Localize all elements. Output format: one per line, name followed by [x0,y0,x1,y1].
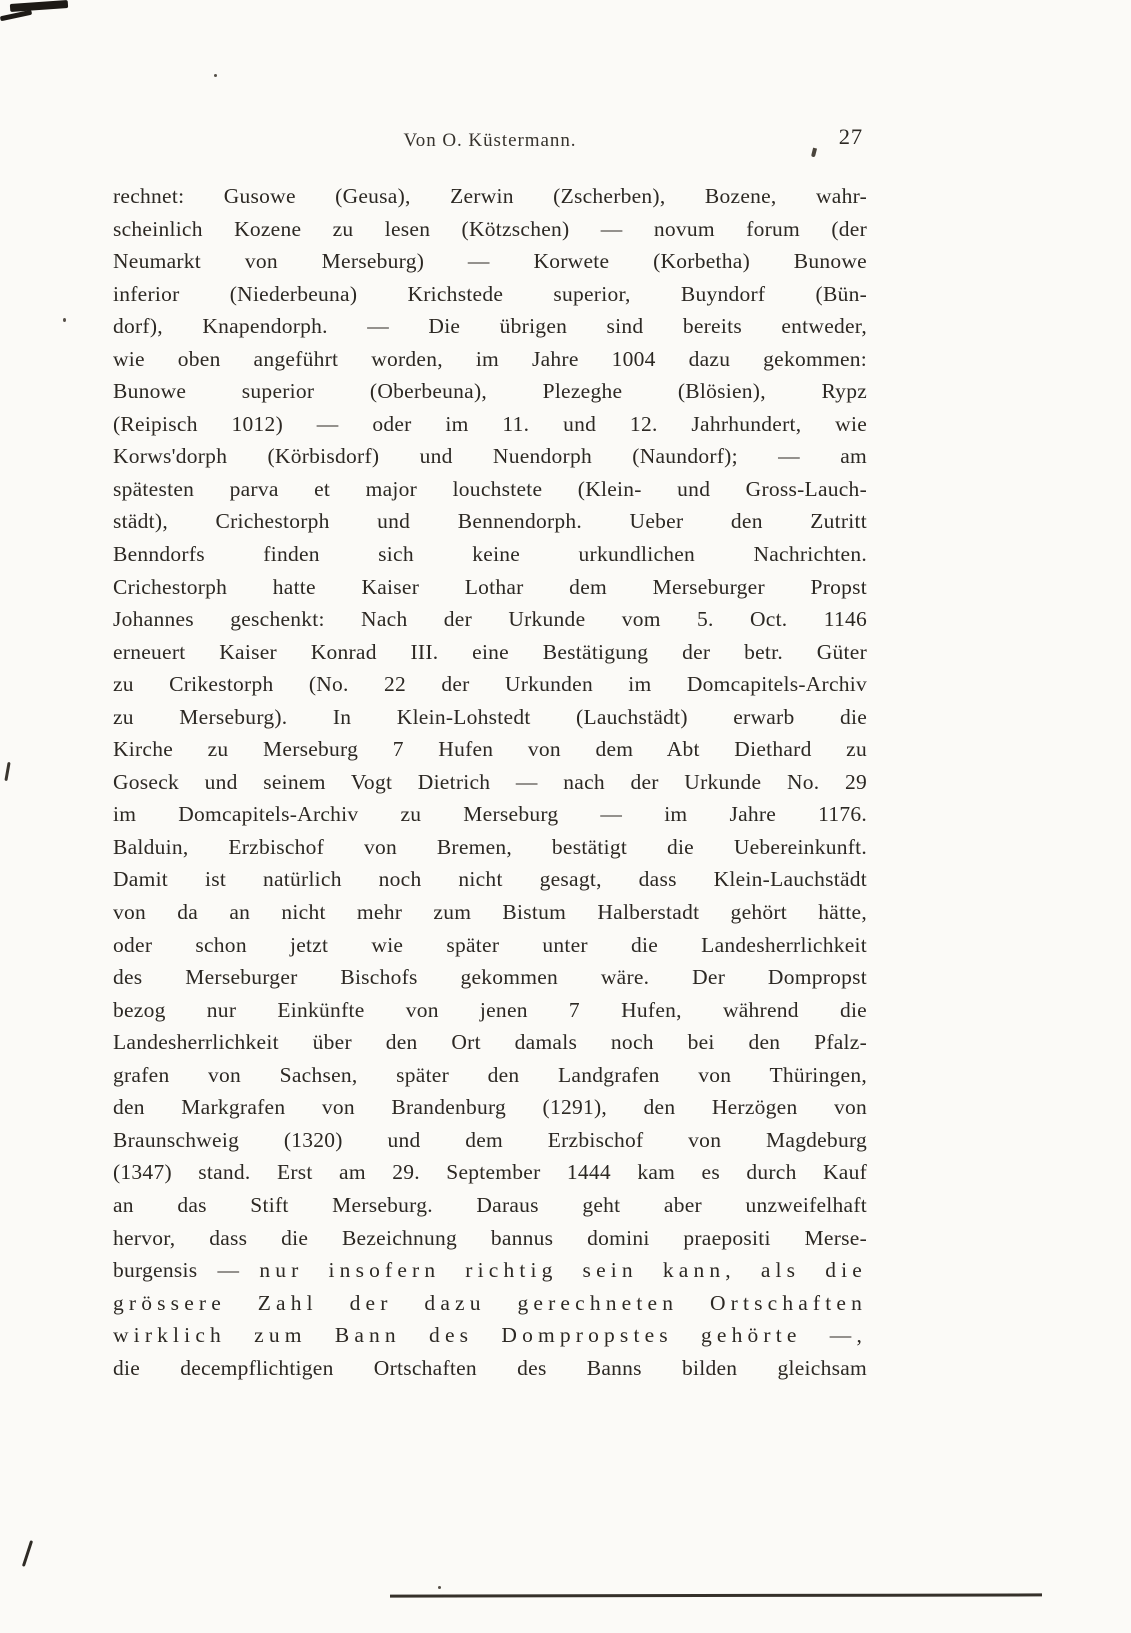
text-line [113,473,867,506]
text-run: den Markgrafen von Brandenburg (1291), den Herzögen von [113,1095,867,1120]
page-header [113,124,867,162]
text-run: (1347) stand. Erst am 29. September 1444 kam es durch Kauf [113,1160,867,1185]
text-run: Benndorfs finden sich keine urkundlichen Nachrichten. [113,542,867,567]
text-run: hervor, dass die Bezeichnung bannus domini praepositi Merse- [113,1225,867,1250]
text-line [113,1222,867,1255]
text-run: Bunowe superior (Oberbeuna), Plezeghe (Blösien), Rypz [113,379,867,404]
scan-artifact [10,0,68,12]
text-line [113,798,867,831]
text-run: inferior (Niederbeuna) Krichstede superior, Buyndorf (Bün- [113,281,867,306]
text-line [113,733,867,766]
scan-artifact [63,318,66,322]
text-line [113,1156,867,1189]
text-line [113,538,867,571]
running-title: Von O. Küstermann. [403,130,577,151]
text-line [113,180,867,213]
text-run: burgensis — [113,1258,260,1283]
text-run: Johannes geschenkt: Nach der Urkunde vom 5. Oct. 1146 [113,607,867,632]
body-text [113,180,867,1384]
page-number: 27 [838,124,863,149]
emphasized-text-run: grössere Zahl der dazu gerechneten Ortschaften [113,1290,867,1315]
text-run: zu Merseburg). In Klein-Lohstedt (Lauchstädt) erwarb die [113,704,867,729]
text-run: Neumarkt von Merseburg) — Korwete (Korbetha) Bunowe [113,249,867,274]
text-line [113,603,867,636]
text-line [113,831,867,864]
text-line [113,505,867,538]
text-line [113,213,867,246]
text-run: wie oben angeführt worden, im Jahre 1004 dazu gekommen: [113,346,867,371]
emphasized-text-run: nur insofern richtig sein kann, als die [259,1258,867,1283]
text-line [113,863,867,896]
text-run: erneuert Kaiser Konrad III. eine Bestätigung der betr. Güter [113,639,867,664]
text-line [113,245,867,278]
text-run: Balduin, Erzbischof von Bremen, bestätigt die Uebereinkunft. [113,834,867,859]
text-line [113,1091,867,1124]
scan-artifact [4,762,10,781]
text-run: bezog nur Einkünfte von jenen 7 Hufen, während die [113,997,867,1022]
text-run: zu Crikestorph (No. 22 der Urkunden im Domcapitels-Archiv [113,672,867,697]
text-line [113,668,867,701]
text-run: Crichestorph hatte Kaiser Lothar dem Merseburger Propst [113,574,867,599]
text-run: Landesherrlichkeit über den Ort damals noch bei den Pfalz- [113,1030,867,1055]
scan-artifact [390,1593,1042,1597]
text-line [113,1319,867,1352]
text-line [113,994,867,1027]
text-run: (Reipisch 1012) — oder im 11. und 12. Jahrhundert, wie [113,411,867,436]
text-line [113,1059,867,1092]
text-line [113,961,867,994]
text-run: an das Stift Merseburg. Daraus geht aber unzweifelhaft [113,1192,867,1217]
text-run: Kirche zu Merseburg 7 Hufen von dem Abt Diethard zu [113,737,867,762]
text-run: scheinlich Kozene zu lesen (Kötzschen) — novum forum (der [113,216,867,241]
text-line [113,1026,867,1059]
text-line [113,375,867,408]
scan-artifact [438,1586,441,1589]
text-line [113,278,867,311]
text-line [113,896,867,929]
scan-artifact [22,1540,33,1567]
text-line [113,1352,867,1385]
text-line [113,408,867,441]
emphasized-text-run: wirklich zum Bann des Dompropstes gehörte —, [113,1323,867,1348]
text-run: Goseck und seinem Vogt Dietrich — nach der Urkunde No. 29 [113,769,867,794]
text-line [113,440,867,473]
text-run: von da an nicht mehr zum Bistum Halberstadt gehört hätte, [113,900,867,925]
scan-artifact [214,74,217,77]
text-line [113,701,867,734]
text-run: die decempflichtigen Ortschaften des Banns bilden gleichsam [113,1355,867,1380]
text-run: dorf), Knapendorph. — Die übrigen sind bereits entweder, [113,314,867,339]
text-run: des Merseburger Bischofs gekommen wäre. Der Dompropst [113,965,867,990]
text-line [113,929,867,962]
text-run: städt), Crichestorph und Bennendorph. Ueber den Zutritt [113,509,867,534]
text-run: Korws'dorph (Körbisdorf) und Nuendorph (Naundorf); — am [113,444,867,469]
text-run: spätesten parva et major louchstete (Klein- und Gross-Lauch- [113,476,867,501]
text-line [113,766,867,799]
text-line [113,343,867,376]
text-run: Braunschweig (1320) und dem Erzbischof von Magdeburg [113,1127,867,1152]
text-line [113,636,867,669]
text-line [113,571,867,604]
text-line [113,1189,867,1222]
text-line [113,1254,867,1287]
text-run: Damit ist natürlich noch nicht gesagt, dass Klein-Lauchstädt [113,867,867,892]
text-run: oder schon jetzt wie später unter die Landesherrlichkeit [113,932,867,957]
text-line [113,1124,867,1157]
text-run: rechnet: Gusowe (Geusa), Zerwin (Zscherben), Bozene, wahr- [113,184,867,208]
text-run: grafen von Sachsen, später den Landgrafen von Thüringen, [113,1062,867,1087]
text-line [113,310,867,343]
text-line [113,1287,867,1320]
text-run: im Domcapitels-Archiv zu Merseburg — im Jahre 1176. [113,802,867,827]
